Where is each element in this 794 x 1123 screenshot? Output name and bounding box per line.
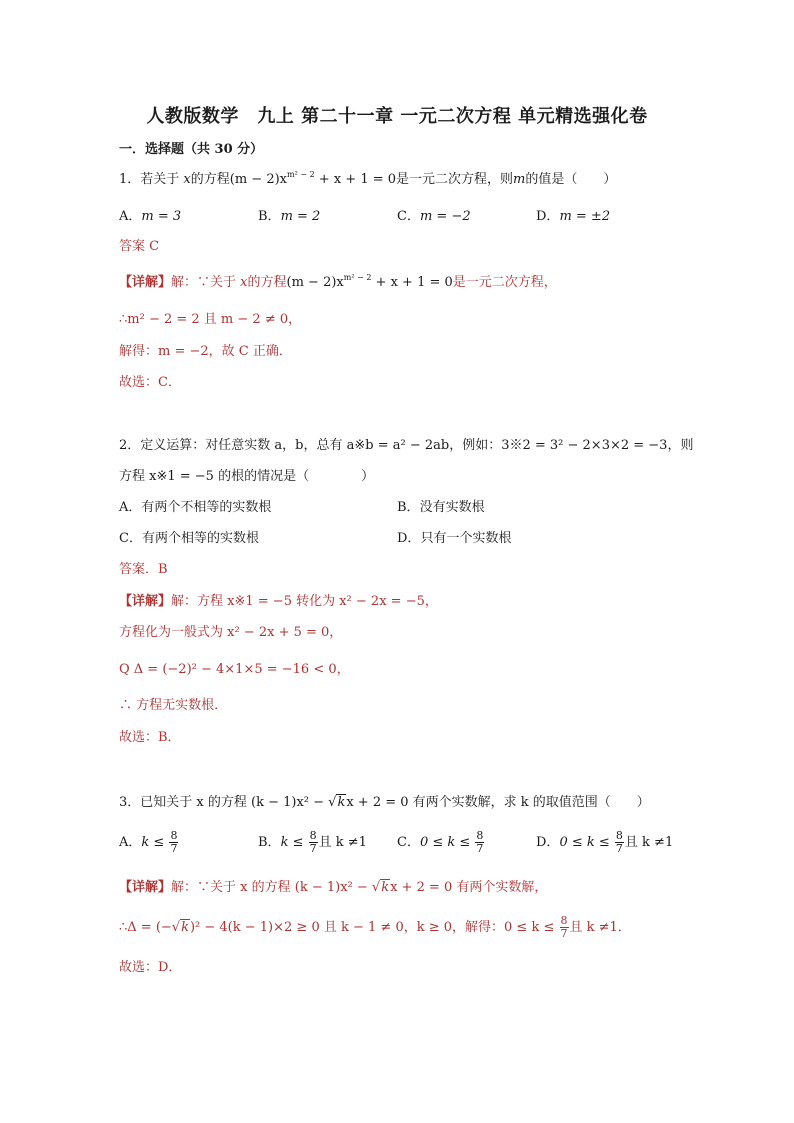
q3-detail-1: 【详解】解：∵关于 x 的方程 (k − 1)x² − √kx + 2 = 0 有两个实数解， xyxy=(119,880,548,895)
q1-option-b: B．m = 2 xyxy=(258,209,321,224)
section-heading: 一．选择题（共 30 分） xyxy=(119,142,264,157)
q3-option-b: B．k ≤ $\frac{8}{7}$ 且 k ≠1 xyxy=(258,829,367,855)
q2-option-b: B．没有实数根 xyxy=(397,500,485,515)
q3-option-d: D．0 ≤ k ≤ $\frac{8}{7}$ 且 k ≠1 xyxy=(536,829,674,855)
q3-stem: 3．已知关于 x 的方程 (k − 1)x² − √kx + 2 = 0 有两个实数解，求 k 的取值范围（ ） xyxy=(119,795,650,810)
q2-answer: 答案．B xyxy=(119,562,168,577)
fraction: $\frac{8}{7}$ xyxy=(476,829,484,855)
q1-detail-2: ∴m² − 2 = 2 且 m − 2 ≠ 0， xyxy=(119,312,302,327)
q1-conclusion: 故选：C． xyxy=(119,375,181,390)
q1-option-a: A．m = 3 xyxy=(119,209,182,224)
q1-detail-3: 解得：m = −2，故 C 正确． xyxy=(119,344,292,359)
q2-option-a: A．有两个不相等的实数根 xyxy=(119,500,272,515)
q1-stem: 1．若关于 x的方程$(m - 2)x^{m^2 - 2} + x + 1 = 0$是一元二次方程，则m的值是（ ） xyxy=(119,170,617,187)
q3-conclusion: 故选：D． xyxy=(119,960,182,975)
q1-answer: 答案 C xyxy=(119,239,160,254)
q2-detail-2: 方程化为一般式为 x² − 2x + 5 = 0， xyxy=(119,625,343,640)
q1-option-c: C．m = −2 xyxy=(397,209,471,224)
q3-option-c: C．0 ≤ k ≤ $\frac{8}{7}$ xyxy=(397,829,484,855)
q2-detail-1: 【详解】解：方程 x※1 = −5 转化为 x² − 2x = −5， xyxy=(119,594,438,609)
q3-detail-2: ∴Δ = (−√k)² − 4(k − 1)×2 ≥ 0 且 k − 1 ≠ 0，k ≥ 0，解得：0 ≤ k ≤ $\frac{8}{7}$ 且 k ≠1． xyxy=(119,914,631,940)
q2-conclusion: 故选：B． xyxy=(119,730,181,745)
q3-option-a: A．k ≤ $\frac{8}{7}$ xyxy=(119,829,178,855)
fraction: $\frac{8}{7}$ xyxy=(560,914,568,940)
fraction: $\frac{8}{7}$ xyxy=(170,829,178,855)
q2-stem-line-1: 2．定义运算：对任意实数 a，b，总有 a※b = a² − 2ab，例如：3※2 = 3² − 2×3×2 = −3，则 xyxy=(119,438,694,453)
q2-detail-4: ∴ 方程无实数根． xyxy=(119,698,228,713)
fraction: $\frac{8}{7}$ xyxy=(309,829,317,855)
q1-option-d: D．m = ±2 xyxy=(536,209,611,224)
q2-stem-line-2: 方程 x※1 = −5 的根的情况是（ ） xyxy=(119,469,375,484)
fraction: $\frac{8}{7}$ xyxy=(615,829,623,855)
q2-option-d: D．只有一个实数根 xyxy=(397,531,512,546)
q2-detail-3: Q Δ = (−2)² − 4×1×5 = −16 < 0， xyxy=(119,662,350,677)
q2-option-c: C．有两个相等的实数根 xyxy=(119,531,259,546)
page-title: 人教版数学 九上 第二十一章 一元二次方程 单元精选强化卷 xyxy=(146,106,648,127)
q1-detail-1: 【详解】解：∵关于 x的方程$(m - 2)x^{m^2 - 2} + x + 1 = 0$是一元二次方程， xyxy=(119,273,557,290)
